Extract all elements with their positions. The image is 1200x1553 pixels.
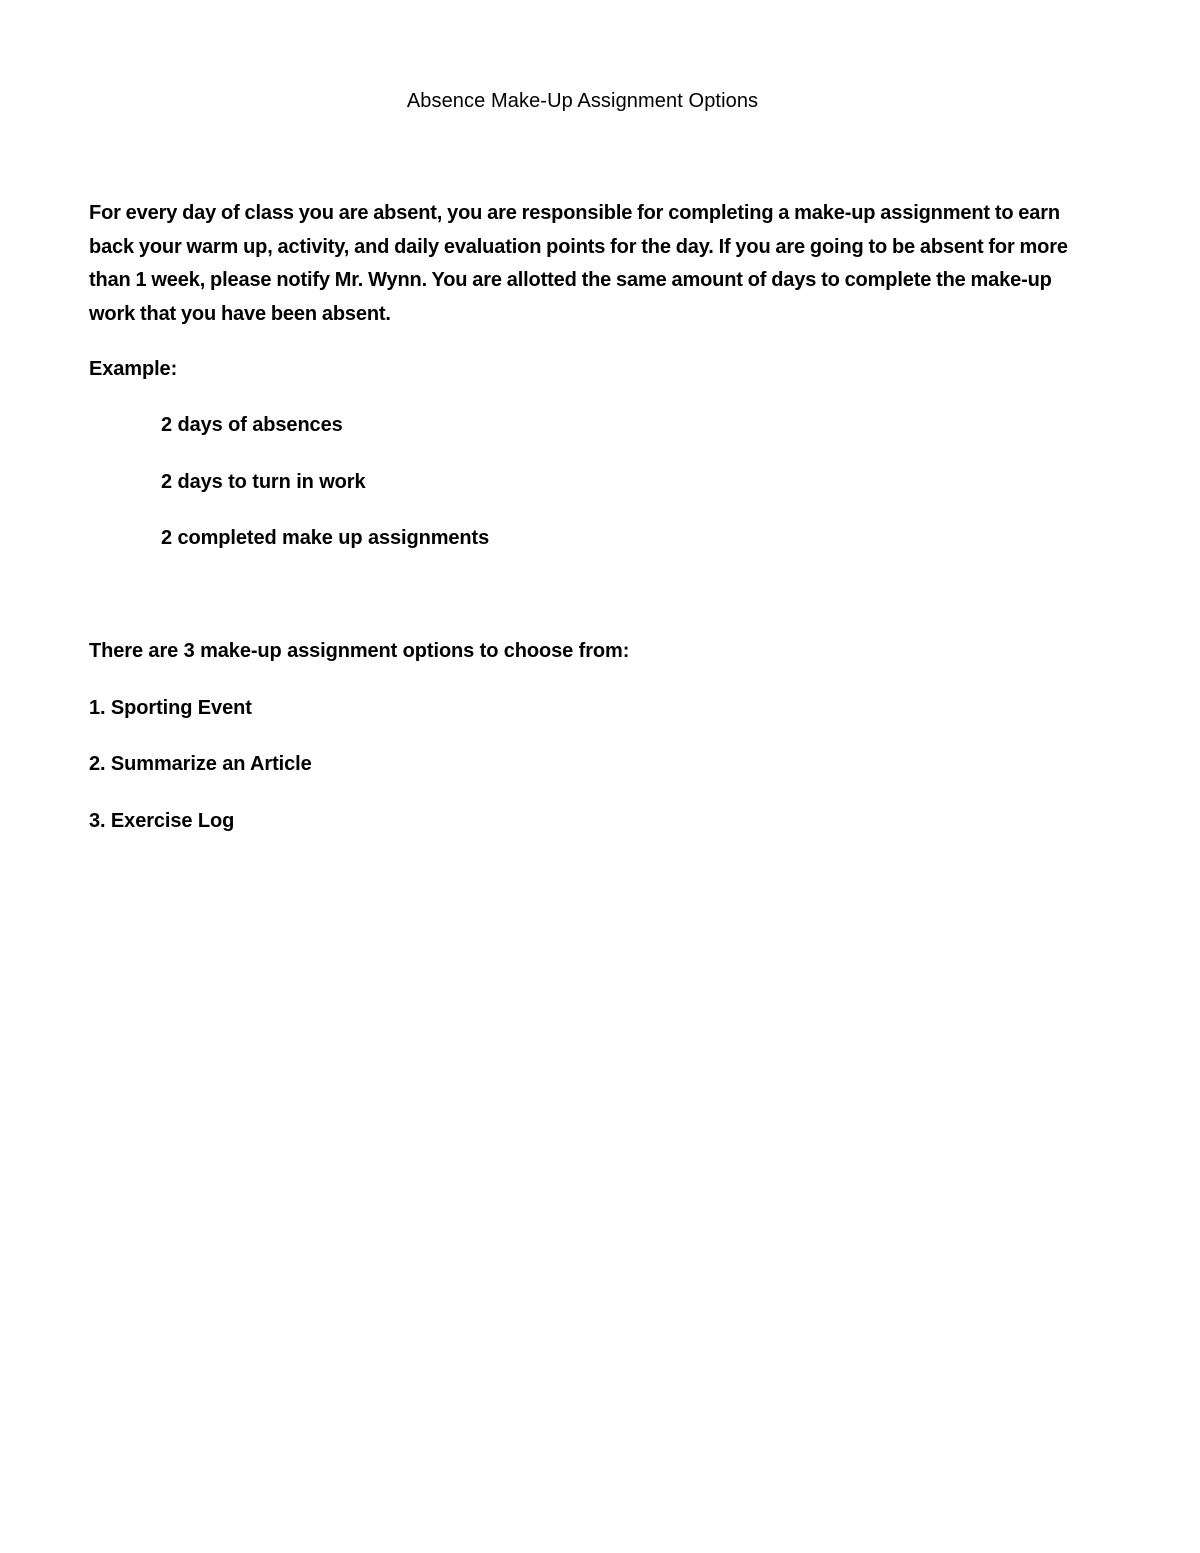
example-item: 2 days to turn in work (161, 471, 366, 493)
example-label: Example: (89, 358, 178, 380)
example-item: 2 days of absences (161, 414, 343, 436)
option-item: 3. Exercise Log (89, 810, 235, 832)
option-item: 1. Sporting Event (89, 697, 252, 719)
intro-paragraph: For every day of class you are absent, you are responsible for completing a make-up assignment to earn back your warm up, activity, and daily evaluation points for the day. If you are going to be absent for more than 1 week, please notify Mr. Wynn. You are allotted the same amount of days to complete the make-up work that you have been absent. (89, 202, 1068, 325)
option-item: 2. Summarize an Article (89, 753, 312, 775)
options-intro: There are 3 make-up assignment options to choose from: (89, 640, 630, 662)
document-title: Absence Make-Up Assignment Options (406, 90, 759, 112)
example-item: 2 completed make up assignments (161, 527, 490, 549)
